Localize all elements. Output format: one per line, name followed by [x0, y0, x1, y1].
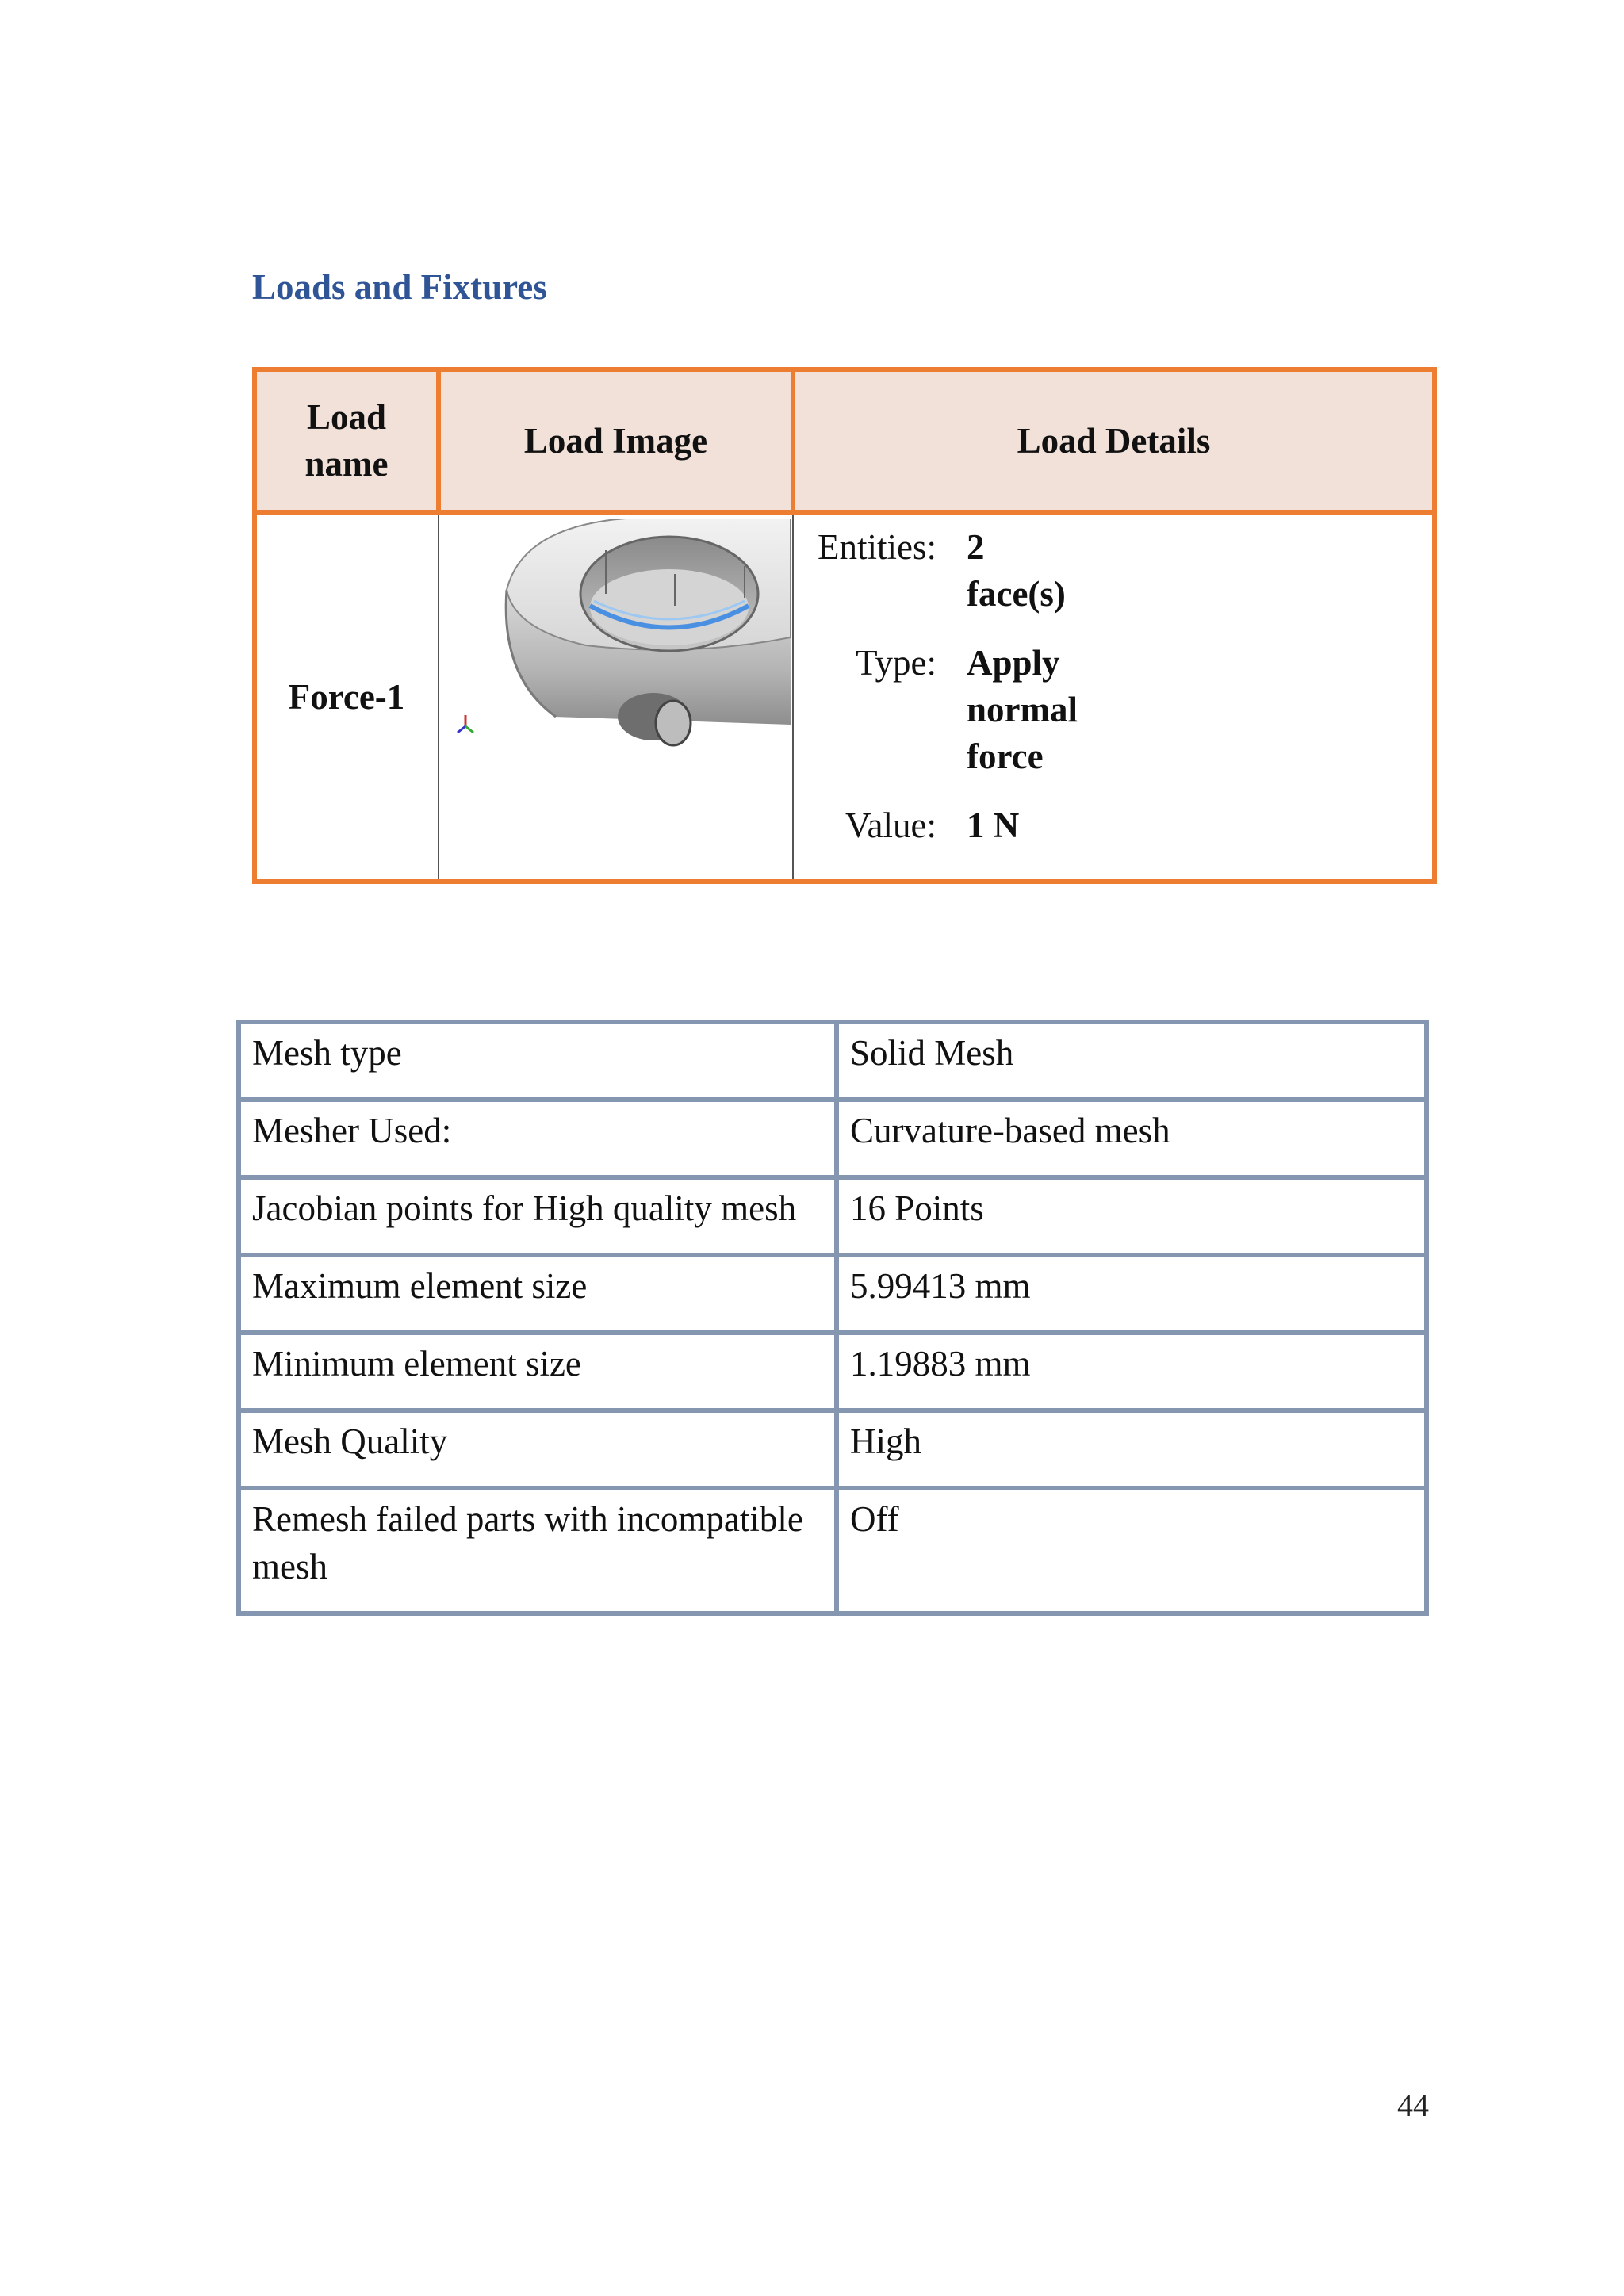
mesh-value: Off [837, 1488, 1427, 1613]
table-row [239, 1488, 1427, 1613]
mesh-value: 1.19883 mm [837, 1333, 1427, 1410]
detail-value: 2 face(s) [967, 527, 1066, 614]
table-row [239, 1022, 1427, 1100]
detail-value: 1 N [967, 806, 1020, 845]
mesh-value: Curvature-based mesh [837, 1100, 1427, 1177]
mesh-key: Mesh Quality [239, 1410, 837, 1488]
mesh-key: Mesher Used: [239, 1100, 837, 1177]
mesh-value: Solid Mesh [837, 1022, 1427, 1100]
table-row [239, 1255, 1427, 1333]
load-details [795, 524, 1432, 871]
mesh-value: 5.99413 mm [837, 1255, 1427, 1333]
table-row [239, 1100, 1427, 1177]
mesh-value: 16 Points [837, 1177, 1427, 1255]
mesh-key: Minimum element size [239, 1333, 837, 1410]
mesh-key: Remesh failed parts with incompatible mesh [239, 1488, 837, 1613]
page-number: 44 [1397, 2087, 1429, 2123]
loads-table [252, 367, 1437, 884]
header-load-name: Load name [304, 397, 389, 484]
clamp-collar-model-image [451, 519, 791, 748]
detail-label: Value: [845, 806, 936, 845]
detail-label: Entities: [818, 527, 936, 567]
detail-row [795, 640, 1432, 780]
mesh-info-table [236, 1020, 1429, 1616]
section-heading: Loads and Fixtures [252, 267, 547, 307]
detail-label: Type: [856, 643, 936, 683]
mesh-key: Maximum element size [239, 1255, 837, 1333]
detail-row [795, 802, 1432, 849]
header-load-image: Load Image [523, 420, 708, 461]
header-load-details: Load Details [1017, 420, 1211, 461]
mesh-key: Jacobian points for High quality mesh [239, 1177, 837, 1255]
detail-row [795, 524, 1432, 618]
table-row [239, 1410, 1427, 1488]
mesh-key: Mesh type [239, 1022, 837, 1100]
detail-value: Apply normal force [967, 643, 1078, 776]
table-row [239, 1177, 1427, 1255]
mesh-value: High [837, 1410, 1427, 1488]
load-name-cell: Force-1 [288, 677, 405, 717]
table-row [239, 1333, 1427, 1410]
